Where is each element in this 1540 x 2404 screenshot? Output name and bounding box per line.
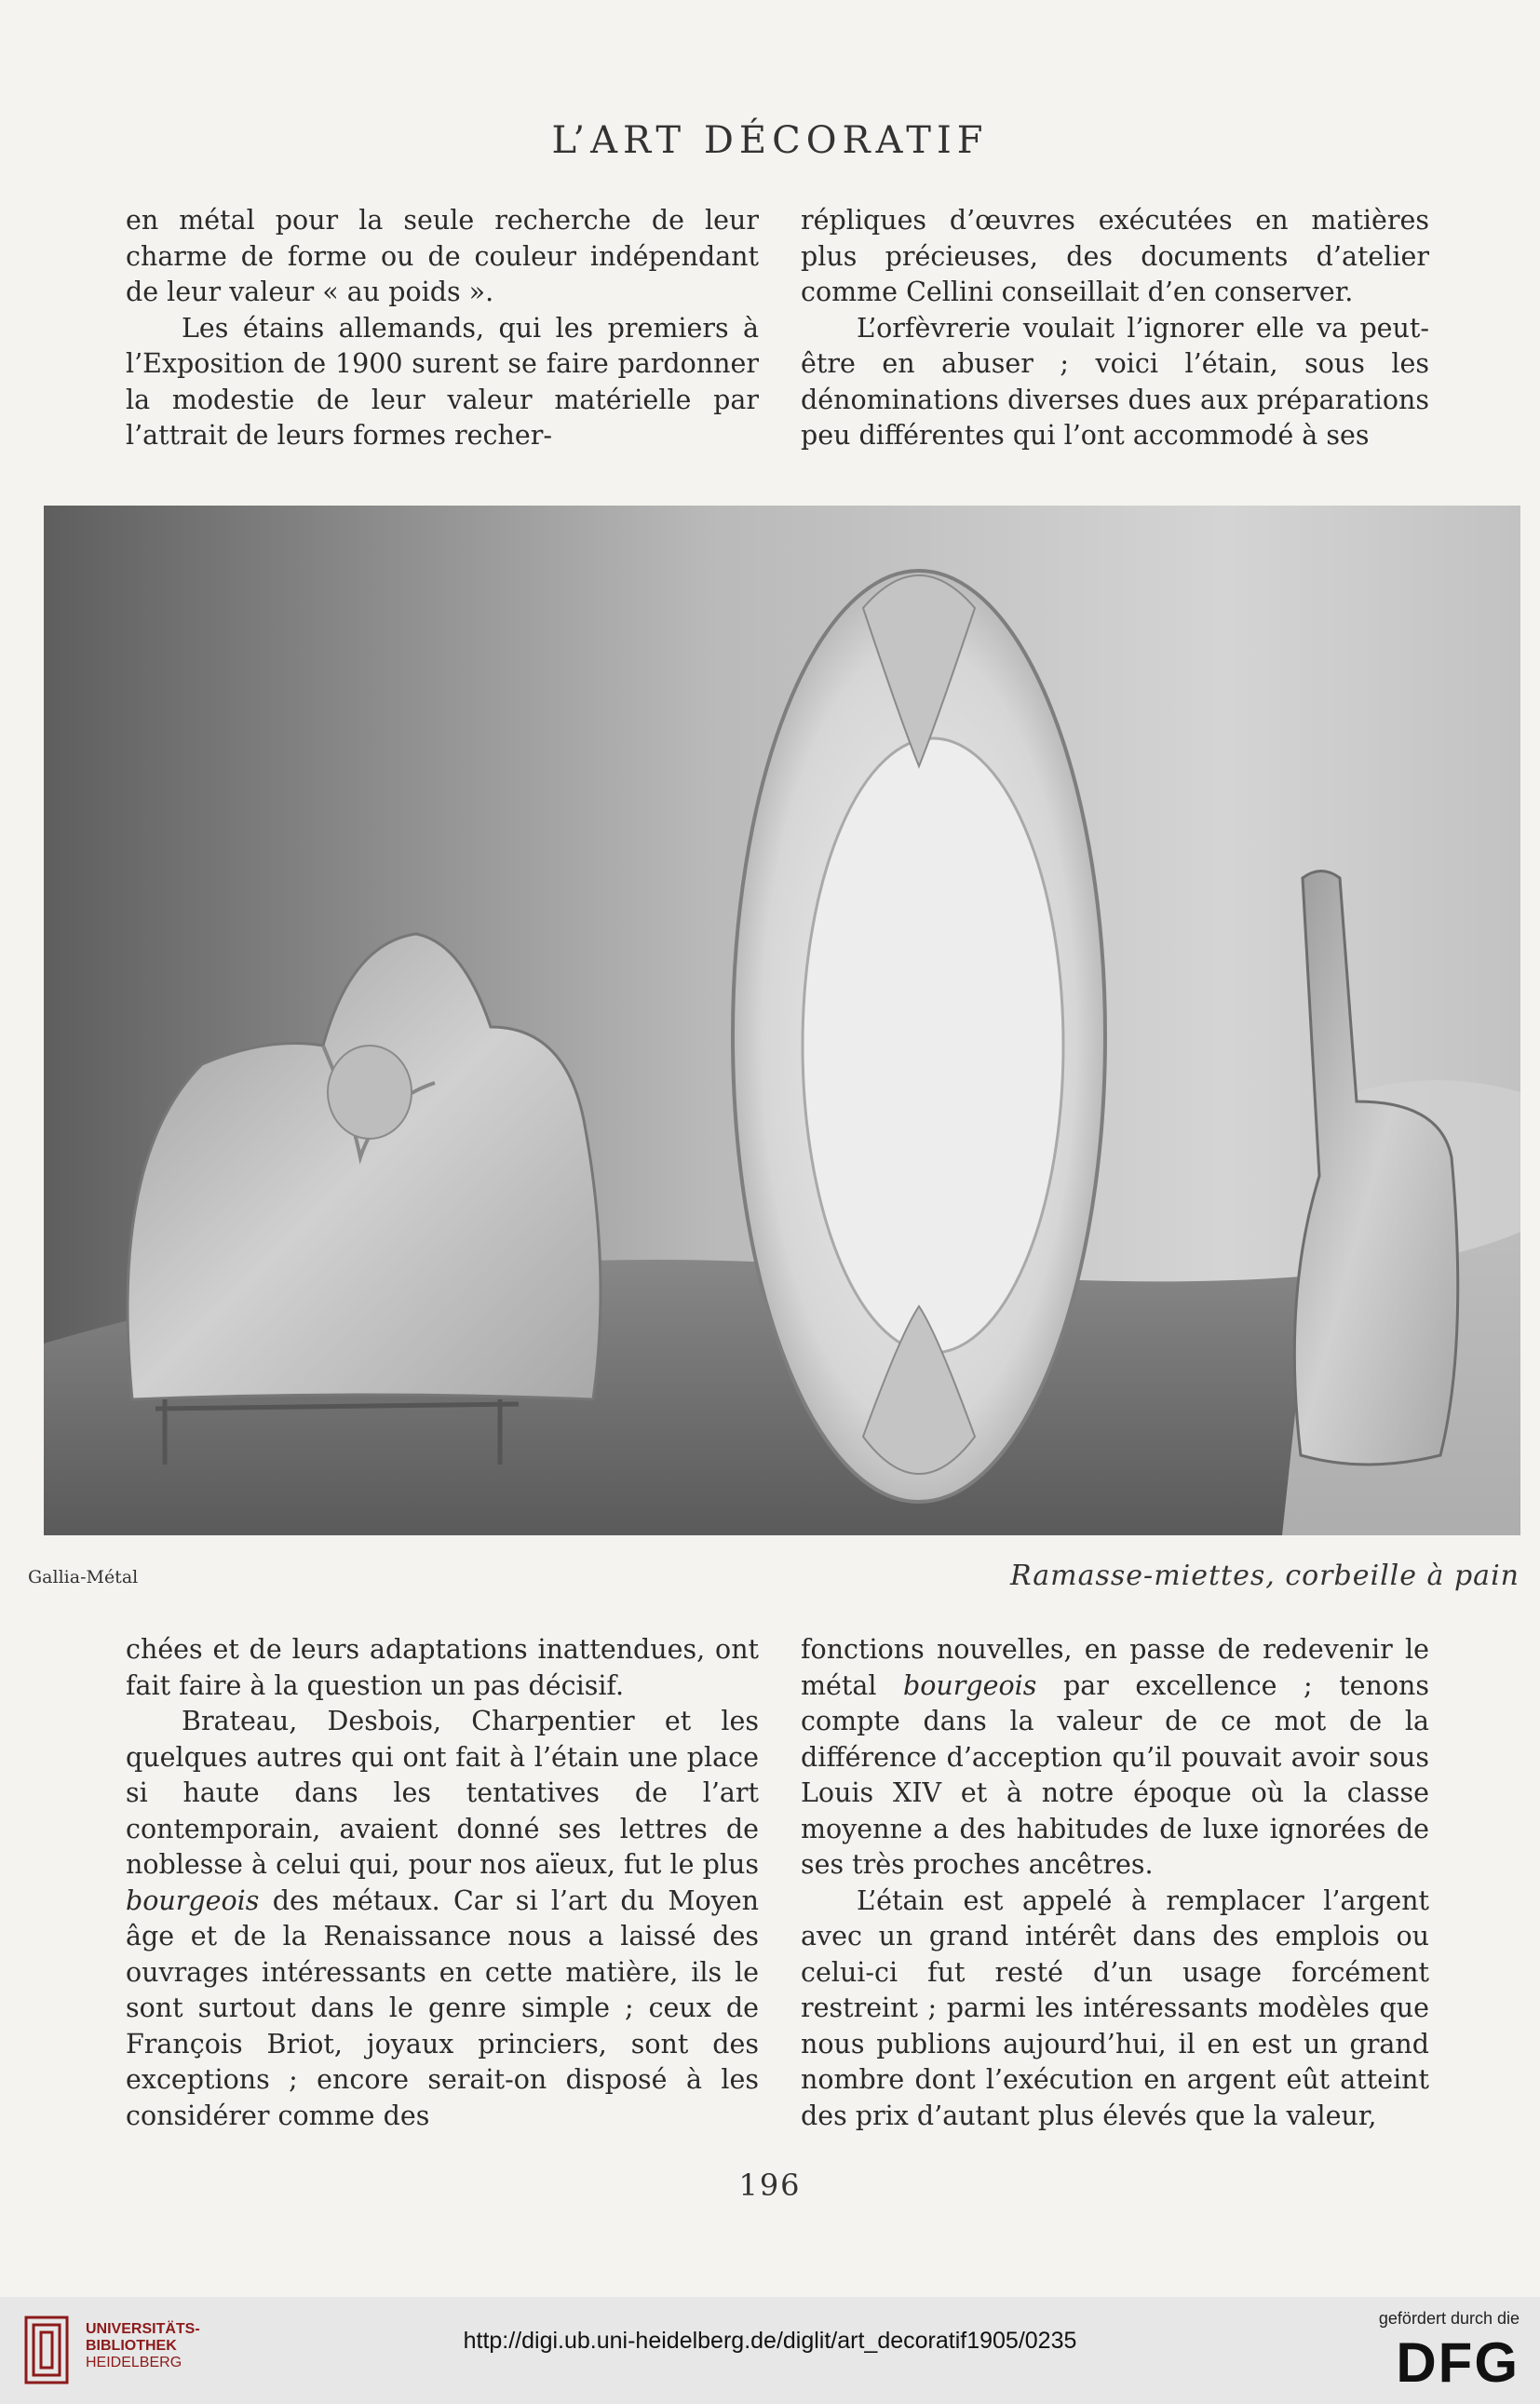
text-run: des métaux. Car si l’art du Moyen âge et de la Renaissance nous a laissé des ouvrages intéressants en cette matière, ils le sont surtout dans le genre simple ; ceux de François Briot, joyaux princiers, sont des exceptions ; encore serait-on disposé à les considérer comme des bbox=[126, 1884, 759, 2131]
text-column-bottom-right bbox=[801, 1632, 1429, 2134]
running-title: L’ART DÉCORATIF bbox=[551, 119, 989, 162]
pewter-objects-photograph bbox=[44, 506, 1520, 1535]
paragraph bbox=[801, 1632, 1429, 1884]
paragraph: en métal pour la seule recherche de leur charme de forme ou de couleur indépendant de leur valeur « au poids ». bbox=[126, 205, 759, 307]
text-column-top-left bbox=[126, 203, 759, 454]
paragraph: Les étains allemands, qui les premiers à l’Exposition de 1900 surent se faire pardonner la modestie de leur valeur matérielle par l’attrait de leurs formes recher- bbox=[126, 312, 759, 451]
text-run: fonctions nouvelles, en passe de redevenir le métal bbox=[801, 1634, 1429, 1701]
library-line: HEIDELBERG bbox=[86, 2355, 182, 2370]
text-column-top-right bbox=[801, 203, 1429, 454]
paragraph: répliques d’œuvres exécutées en matières plus précieuses, des documents d’atelier comme Cellini conseillait d’en conserver. bbox=[801, 205, 1429, 307]
paragraph: chées et de leurs adaptations inattendues, ont fait faire à la question un pas décisif. bbox=[126, 1634, 759, 1701]
funding-label: gefördert durch die bbox=[1378, 2309, 1520, 2328]
library-line: BIBLIOTHEK bbox=[86, 2338, 177, 2354]
photo-credit: Gallia-Métal bbox=[28, 1567, 139, 1587]
source-url-link[interactable]: http://digi.ub.uni-heidelberg.de/diglit/art_decoratif1905/0235 bbox=[463, 2328, 1077, 2354]
paragraph: L’orfèvrerie voulait l’ignorer elle va peut-être en abuser ; voici l’étain, sous les dénominations diverses dues aux préparations peu différentes qui l’ont accommodé à ses bbox=[801, 312, 1429, 451]
dfg-logo: DFG bbox=[1396, 2331, 1520, 2394]
figure-caption: Ramasse-miettes, corbeille à pain bbox=[1010, 1560, 1520, 1592]
text-run: par excellence ; tenons compte dans la valeur de ce mot de la différence d’acception qu’il pouvait avoir sous Louis XIV et à notre époque où la classe moyenne a des habitudes de luxe ignorées de ses très proches ancêtres. bbox=[801, 1669, 1430, 1880]
italic-term: bourgeois bbox=[126, 1884, 260, 1916]
library-line: UNIVERSITÄTS- bbox=[86, 2321, 200, 2337]
text-column-bottom-left bbox=[126, 1632, 759, 2134]
page-number: 196 bbox=[738, 2168, 802, 2203]
paragraph bbox=[126, 1704, 759, 2134]
text-run: Brateau, Desbois, Charpentier et les quelques autres qui ont fait à l’étain une place si haute dans les tentatives de l’art contemporain, avaient donné ses lettres de noblesse à celui qui, pour nos aïeux, fut le plus bbox=[126, 1706, 759, 1880]
bread-tray-illustration bbox=[733, 571, 1105, 1502]
italic-term: bourgeois bbox=[903, 1669, 1037, 1701]
paragraph: L’étain est appelé à remplacer l’argent avec un grand intérêt dans des emplois ou celui-ci fut resté d’un usage forcément restreint ; parmi les intéressants modèles que nous publions aujourd’hui, il en est un grand nombre dont l’exécution en argent eût atteint des prix d’autant plus élevés que la valeur, bbox=[801, 1884, 1429, 2131]
